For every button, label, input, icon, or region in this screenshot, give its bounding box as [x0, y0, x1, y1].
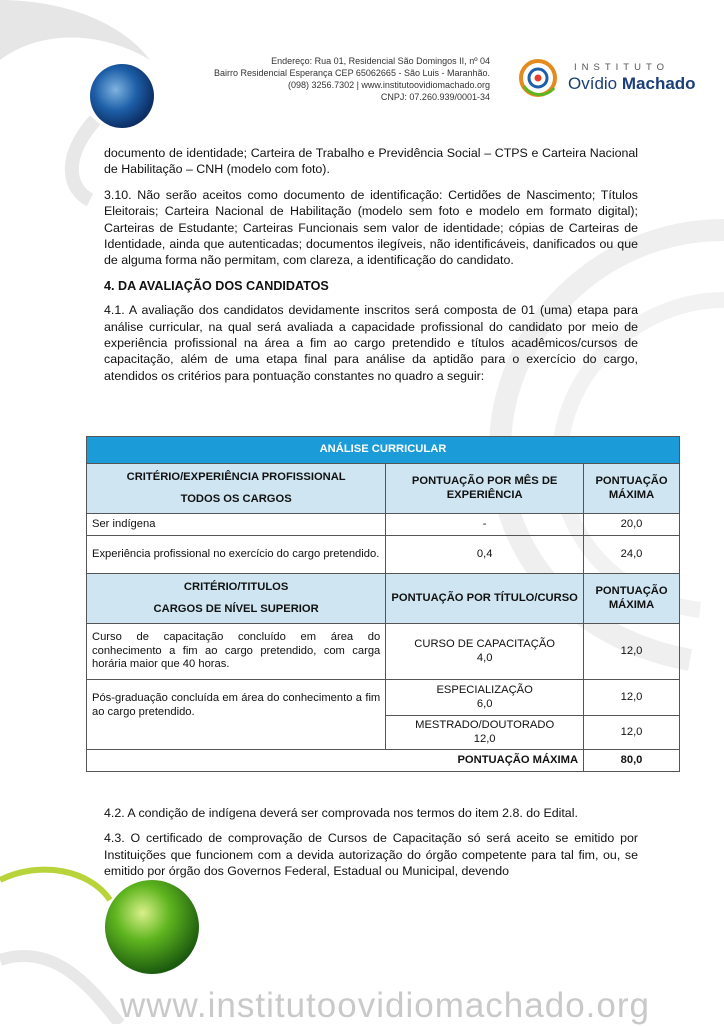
table-row: [87, 536, 680, 574]
cell-max: 12,0: [584, 624, 680, 680]
table-row: [87, 680, 680, 716]
cell-criterio: Experiência profissional no exercício do cargo pretendido.: [87, 536, 386, 574]
cell-criterio: Ser indígena: [87, 514, 386, 536]
table-row: [87, 514, 680, 536]
paragraph: 3.10. Não serão aceitos como documento de identificação: Certidões de Nascimento; Títulos Eleitorais; Carteira Nacional de Habilitação (modelo sem foto e modelo em formato digital); Carteiras de Estudante; Carteiras Funcionais sem valor de identidade; cópias de Carteiras de Identidade, ainda que autenticadas; documentos ilegíveis, não identificáveis, danificados ou que de alguma forma não permitam, com clareza, a identificação do candidato.: [104, 187, 638, 268]
header-pontuacao-maxima: PONTUAÇÃO MÁXIMA: [584, 574, 680, 624]
address-line: Bairro Residencial Esperança CEP 65062665 - São Luis - Maranhão.: [214, 68, 490, 78]
total-value: 80,0: [584, 750, 680, 772]
cell-max: 12,0: [584, 680, 680, 716]
logo-name-bold: Machado: [621, 74, 696, 93]
logo-name: [568, 74, 696, 94]
logo-top-text: INSTITUTO: [574, 62, 669, 73]
header-line: CRITÉRIO/TITULOS: [183, 580, 289, 593]
scoring-table: [86, 436, 680, 772]
paragraph: 4.1. A avaliação dos candidatos devidamente inscritos será composta de 01 (uma) etapa para análise curricular, na qual será avaliada a capacidade profissional do candidato por meio de experiência profissional na área a fim ao cargo pretendido e títulos acadêmicos/cursos de capacitação, além de uma etapa final para análise da aptidão para o exercício do cargo, atendidos os critérios para pontuação constantes no quadro a seguir:: [104, 303, 638, 383]
phone-site-line: (098) 3256.7302 | www.institutoovidiomachado.org: [288, 80, 490, 90]
header-address: [190, 55, 490, 103]
cell-tipo-label: CURSO DE CAPACITAÇÃO: [414, 638, 555, 650]
cell-criterio: Curso de capacitação concluído em área do conhecimento a fim ao cargo pretendido, com carga horária maior que 40 horas.: [87, 624, 386, 680]
section-heading: 4. DA AVALIAÇÃO DOS CANDIDATOS: [104, 278, 329, 293]
logo-icon: [516, 56, 564, 100]
cell-pontos: 12,0: [473, 732, 496, 745]
total-row: [87, 750, 680, 772]
total-label: PONTUAÇÃO MÁXIMA: [386, 750, 584, 772]
cell-pontos: -: [386, 514, 584, 536]
table-row: [87, 624, 680, 680]
cnpj-line: CNPJ: 07.260.939/0001-34: [380, 92, 490, 102]
cell-max: 24,0: [584, 536, 680, 574]
header-pontuacao-titulo: PONTUAÇÃO POR TÍTULO/CURSO: [386, 574, 584, 624]
document-body-continued: [104, 805, 638, 889]
header-pontuacao-maxima: PONTUAÇÃO MÁXIMA: [584, 464, 680, 514]
cell-pontos: 0,4: [386, 536, 584, 574]
footer-website: www.institutoovidiomachado.org: [120, 986, 650, 1025]
cell-tipo: [386, 680, 584, 716]
cell-tipo-label: MESTRADO/DOUTORADO: [415, 719, 555, 731]
total-spacer: [87, 750, 386, 772]
header-criterio-experiencia: [87, 464, 386, 514]
cell-tipo: [386, 716, 584, 750]
address-line: Endereço: Rua 01, Residencial São Domingos II, nº 04: [271, 56, 490, 66]
header-line: CARGOS DE NÍVEL SUPERIOR: [153, 603, 319, 615]
logo-name-regular: Ovídio: [568, 74, 618, 93]
table-title: ANÁLISE CURRICULAR: [87, 437, 680, 464]
cell-criterio: Pós-graduação concluída em área do conhecimento a fim ao cargo pretendido.: [87, 680, 386, 750]
cell-pontos: 6,0: [476, 697, 493, 710]
cell-pontos: 4,0: [476, 651, 493, 664]
document-body: [104, 145, 638, 393]
paragraph: 4.3. O certificado de comprovação de Cursos de Capacitação só será aceito se emitido por Instituições que funcionem com a devida autorização do órgão competente para tal fim, ou, se emitido por órgão dos Governos Federal, Estadual ou Municipal, devendo: [104, 831, 638, 879]
header-line: TODOS OS CARGOS: [180, 493, 292, 505]
cell-max: 12,0: [584, 716, 680, 750]
paragraph: documento de identidade; Carteira de Trabalho e Previdência Social – CTPS e Carteira Nacional de Habilitação – CNH (modelo com foto).: [104, 146, 638, 177]
header-criterio-titulos: [87, 574, 386, 624]
cell-tipo: [386, 624, 584, 680]
header-line: CRITÉRIO/EXPERIÊNCIA PROFISSIONAL: [126, 470, 346, 483]
cell-tipo-label: ESPECIALIZAÇÃO: [436, 684, 533, 696]
header-pontuacao-mes: PONTUAÇÃO POR MÊS DE EXPERIÊNCIA: [386, 464, 584, 514]
cell-max: 20,0: [584, 514, 680, 536]
paragraph: 4.2. A condição de indígena deverá ser comprovada nos termos do item 2.8. do Edital.: [104, 806, 578, 820]
institute-logo: [516, 56, 696, 100]
